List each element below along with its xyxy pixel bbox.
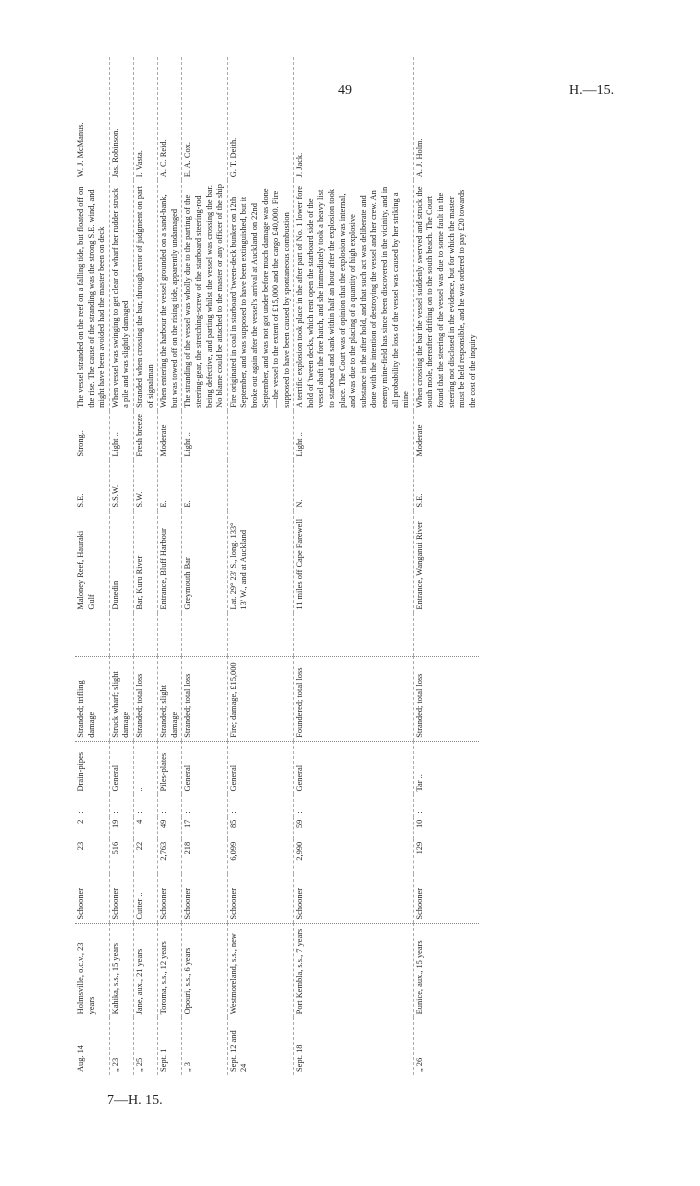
locality-cell: Maloney Reef, Hauraki Gulf — [76, 530, 96, 610]
wind-direction-cell: S.E. — [413, 460, 479, 511]
cargo-cell: .. — [133, 741, 157, 794]
damage-cell: Foundered; total loss — [294, 657, 414, 741]
locality-cell: Entrance, Bluff Harbour — [158, 511, 182, 613]
wind-force-cell: Strong.. — [76, 430, 85, 457]
entry-date-cell: „ 25 — [133, 1017, 157, 1075]
spacer-cell — [109, 613, 133, 657]
crew-cell: 59 — [294, 817, 414, 839]
rig-cell: Schooner — [109, 874, 133, 923]
wind-direction-cell: E. — [182, 460, 227, 511]
spacer-cell — [182, 613, 227, 657]
vessel-name-cell: Jane, aux., 21 years — [133, 923, 157, 1017]
officer-cell: Jas. Robinson. — [109, 57, 133, 180]
table-row — [182, 57, 227, 1075]
tonnage-cell: 218 — [182, 839, 227, 874]
damage-cell: Stranded; total loss — [182, 657, 227, 741]
wind-force-cell — [227, 411, 294, 460]
locality-cell: 11 miles off Cape Farewell — [294, 511, 414, 613]
officer-cell: E. A. Cox. — [182, 57, 227, 180]
spacer-cell — [227, 613, 294, 657]
table-row — [133, 57, 157, 1075]
table-row — [75, 57, 109, 1075]
crew-cell: 4 — [133, 817, 157, 839]
finding-cell: When vessel was swinging to get clear of wharf her rudder struck a pile and was slightly damaged — [109, 180, 133, 411]
locality-cell: Greymouth Bar — [182, 511, 227, 613]
rig-cell: Schooner — [76, 887, 85, 920]
tonnage-cell: 516 — [109, 839, 133, 874]
damage-cell: Stranded; total loss — [413, 657, 479, 741]
rig-cell: Schooner — [182, 874, 227, 923]
table-row — [227, 57, 294, 1075]
finding-cell: The stranding of the vessel was wholly due to the parting of the steering-gear, the stretching-screw of the starboard steering-rod being defective, and parting whilst the vessel was crossing the bar. No blame could be attached to the master or any officer of the ship — [182, 180, 227, 411]
crew-cell: 19 — [109, 817, 133, 839]
cargo-cell: General — [109, 741, 133, 794]
spacer-cell — [133, 613, 157, 657]
locality-cell: Dunedin — [109, 511, 133, 613]
officer-cell: J. Jack. — [294, 57, 414, 180]
damage-cell: Struck wharf; slight damage — [109, 657, 133, 741]
spacer-cell — [413, 613, 479, 657]
dots-cell: : — [109, 794, 133, 816]
table-row — [158, 57, 182, 1075]
cargo-cell: Tar .. — [413, 741, 479, 794]
locality-cell: Bar, Kuru River — [133, 511, 157, 613]
tonnage-cell: 2,990 — [294, 839, 414, 874]
tonnage-cell: 23 — [76, 841, 85, 851]
crew-cell: 85 — [227, 817, 294, 839]
table-row — [294, 57, 414, 1075]
entry-date-cell: Aug. 14 — [76, 1045, 85, 1072]
rig-cell: Schooner — [413, 874, 479, 923]
cargo-cell: Piles-plates — [158, 741, 182, 794]
entry-date-cell: „ 3 — [182, 1017, 227, 1075]
finding-cell: Stranded when crossing the bar, through error of judgment on part of signalman — [133, 180, 157, 411]
rig-cell: Schooner — [158, 874, 182, 923]
vessel-name-cell: Kahika, s.s., 15 years — [109, 923, 133, 1017]
entry-date-cell: Sept. 18 — [294, 1017, 414, 1075]
spacer-cell — [158, 613, 182, 657]
rig-cell: Schooner — [294, 874, 414, 923]
vessel-name-cell: Port Kembla, s.s., 7 years — [294, 923, 414, 1017]
officer-cell: A. C. Reid. — [158, 57, 182, 180]
report-reference: H.—15. — [569, 83, 615, 98]
vessel-name-cell: Toroma, s.s., 12 years — [158, 923, 182, 1017]
locality-cell: Lat. 29° 23' S., long. 133° 13' W., and at Auckland — [227, 511, 294, 613]
wind-direction-cell: E. — [158, 460, 182, 511]
damage-cell: Stranded; trifling damage — [75, 657, 109, 741]
wind-force-cell: Light .. — [109, 411, 133, 460]
finding-cell: When entering the harbour the vessel grounded on a sand-bank, but was towed off on the rising tide, apparently undamaged — [158, 180, 182, 411]
crew-cell: 10 — [413, 817, 479, 839]
rig-cell: Cutter .. — [133, 874, 157, 923]
tonnage-cell: 129 — [413, 839, 479, 874]
cargo-cell: Drain-pipes — [75, 741, 109, 794]
wind-force-cell: Light .. — [182, 411, 227, 460]
officer-cell: A. J. Holm. — [413, 57, 479, 180]
vessel-name-cell: Westmoreland, s.s., new — [227, 923, 294, 1017]
dots-cell: : — [413, 794, 479, 816]
crew-cell: 17 — [182, 817, 227, 839]
entry-date-cell: Sept. 12 and 24 — [227, 1017, 294, 1075]
finding-cell: When crossing the bar the vessel suddenly swerved and struck the south mole, thereafter drifting on to the south beach. The Court found that the steering of the vessel was due to some fault in the steering not disclosed in the evidence, but for which the master must be held responsible, and he was ordered to pay £20 towards the cost of the inquiry — [413, 180, 479, 411]
officer-cell: W. J. McManus. — [76, 122, 85, 178]
tonnage-cell: 22 — [133, 839, 157, 874]
crew-cell: 2 — [76, 819, 85, 824]
entry-date-cell: Sept. 1 — [158, 1017, 182, 1075]
dots-cell: : — [133, 794, 157, 816]
finding-cell: A terrific explosion took place in the after part of No. 1 lower fore hold of 'tween decks, which rent open the starboard side of the vessel abaft the fore hatch, and she immediately took a heavy list to starboard and sank within half an hour after the explosion took place. The Court was of opinion that the explosion was internal, and was due to the placing of a quantity of high explosive substance in the after hold, and that such act was deliberate and done with the intention of destroying the vessel and her crew. An enemy mine-field has since been discovered in the vicinity, and in all probability the loss of the vessel was caused by her striking a mine — [294, 180, 414, 411]
rig-cell: Schooner — [227, 874, 294, 923]
table-row — [413, 57, 479, 1075]
locality-cell: Entrance, Wanganui River — [413, 511, 479, 613]
wind-direction-cell — [227, 460, 294, 511]
damage-cell: Stranded; slight damage — [158, 657, 182, 741]
cargo-cell: General — [227, 741, 294, 794]
entry-date-cell: „ 23 — [109, 1017, 133, 1075]
dots-cell: : — [227, 794, 294, 816]
damage-cell: Fire; damage, £15,000 — [227, 657, 294, 741]
dots-cell: : — [182, 794, 227, 816]
wind-force-cell: Moderate — [413, 411, 479, 460]
tonnage-cell: 2,763 — [158, 839, 182, 874]
officer-cell: I. Vasta. — [133, 57, 157, 180]
vessel-name-cell: Holmsville, o.c.v., 23 years — [75, 923, 109, 1017]
sheet-mark: 7—H. 15. — [107, 1093, 163, 1108]
wind-direction-cell: N. — [294, 460, 414, 511]
crew-cell: 49 — [158, 817, 182, 839]
dots-cell: : — [158, 794, 182, 816]
entry-date-cell: „ 26 — [413, 1017, 479, 1075]
cargo-cell: General — [182, 741, 227, 794]
tonnage-cell: 6,099 — [227, 839, 294, 874]
casualty-table-rotated — [75, 57, 687, 1075]
wind-direction-cell: S.W. — [133, 460, 157, 511]
table-row — [109, 57, 133, 1075]
wind-force-cell: Light .. — [294, 411, 414, 460]
wind-force-cell: Moderate — [158, 411, 182, 460]
finding-cell: The vessel stranded on the reef on a falling tide, but floated off on the rise. The cause of the stranding was the strong S.E. wind, and might have been avoided had the master been on deck — [76, 186, 107, 408]
spacer-cell — [294, 613, 414, 657]
vessel-name-cell: Opouri, s.s., 6 years — [182, 923, 227, 1017]
cargo-cell: General — [294, 741, 414, 794]
wind-direction-cell: S.E. — [76, 493, 85, 508]
dots-cell: : — [294, 794, 414, 816]
finding-cell: Fire originated in coal in starboard 'tween-deck bunker on 12th September, and was supposed to have been extinguished, but it broke out again after the vessel's arrival at Auckland on 22nd September, and was not got under before much damage was done—the vessel to the extent of £15,000 and the cargo £40,000. Fire supposed to have been caused by spontaneous combustion — [227, 180, 294, 411]
wind-force-cell: Fresh breeze — [133, 411, 157, 460]
damage-cell: Stranded; total loss — [133, 657, 157, 741]
page-number: 49 — [338, 83, 352, 98]
wreck-inquiry-table — [75, 57, 479, 1075]
vessel-name-cell: Eunice, aux., 15 years — [413, 923, 479, 1017]
wind-direction-cell: S.S.W. — [109, 460, 133, 511]
spacer-cell — [75, 613, 109, 657]
table-body — [75, 57, 479, 1075]
dots-cell: : — [76, 811, 85, 814]
officer-cell: G. T. Deith. — [227, 57, 294, 180]
